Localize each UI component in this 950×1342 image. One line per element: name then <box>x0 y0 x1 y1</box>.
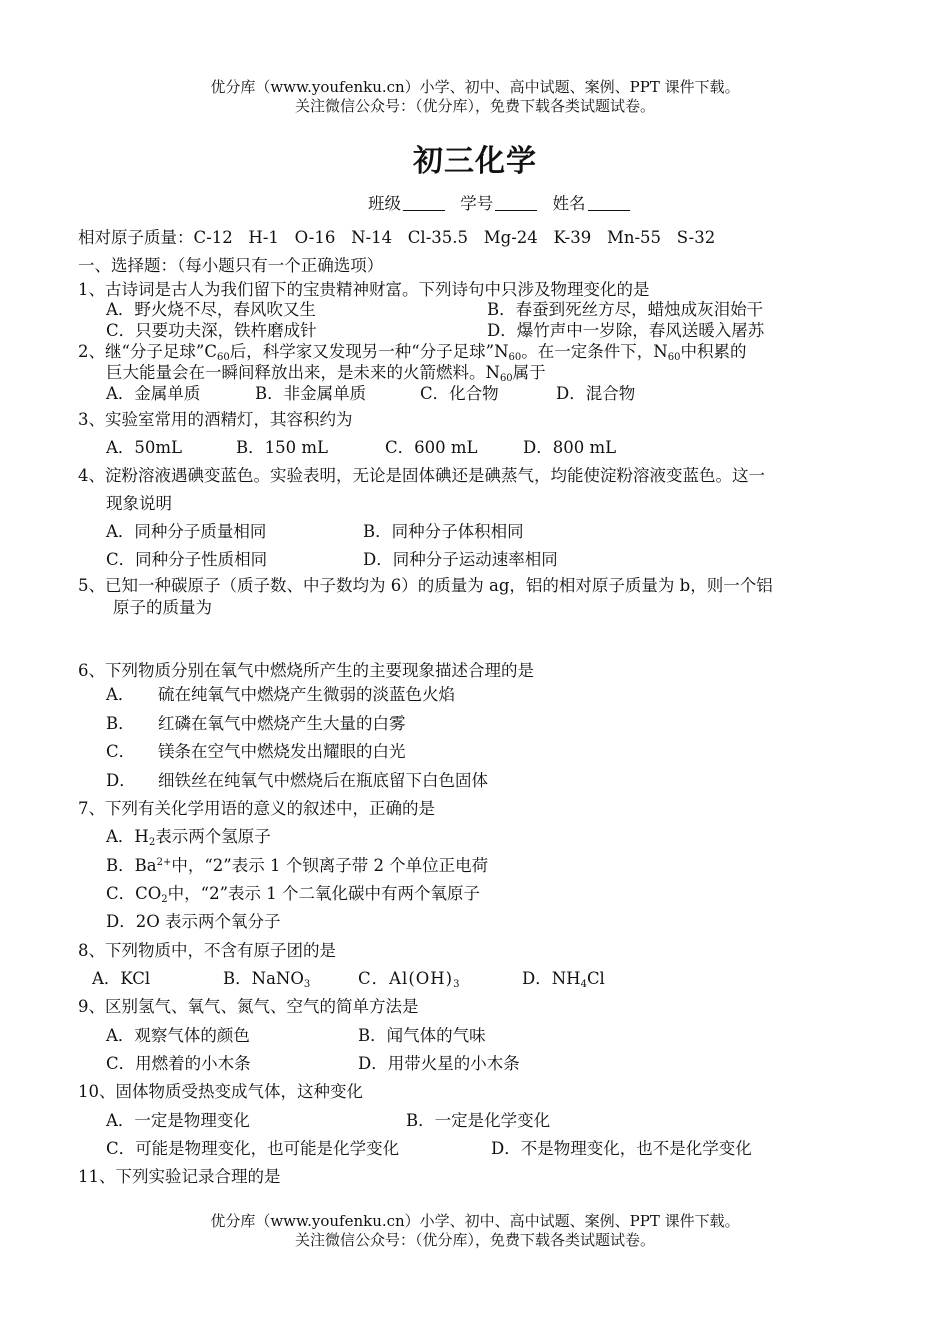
question-8-option-b: B．NaNO$_3$ <box>223 969 311 990</box>
question-8-option-c: C．$Al(OH)_3$ <box>358 969 461 990</box>
question-1-option-a: A．野火烧不尽，春风吹又生 <box>106 300 316 319</box>
page-footer <box>0 1212 950 1250</box>
question-1-stem: 1、古诗词是古人为我们留下的宝贵精神财富。下列诗句中只涉及物理变化的是 <box>78 280 650 299</box>
question-2-option-a: A．金属单质 <box>106 384 201 403</box>
question-3-option-c: C．600 mL <box>385 438 478 457</box>
question-6-option-c-label: C． <box>106 742 136 761</box>
question-10-stem: 10、固体物质受热变成气体，这种变化 <box>78 1082 363 1101</box>
question-9-option-a: A．观察气体的颜色 <box>106 1026 250 1045</box>
question-4-option-c: C．同种分子性质相同 <box>106 550 268 569</box>
question-6-option-b: 红磷在氧气中燃烧产生大量的白雾 <box>158 714 406 733</box>
question-1-option-b: B．春蚕到死丝方尽，蜡烛成灰泪始干 <box>487 300 764 319</box>
question-4-option-d: D．同种分子运动速率相同 <box>363 550 558 569</box>
question-3-option-b: B．150 mL <box>236 438 328 457</box>
question-9-option-b: B．闻气体的气味 <box>358 1026 486 1045</box>
question-2-option-d: D．混合物 <box>556 384 636 403</box>
question-10-option-d: D．不是物理变化，也不是化学变化 <box>491 1139 752 1158</box>
question-7-option-d: D．2O 表示两个氧分子 <box>106 912 281 931</box>
question-6-stem: 6、下列物质分别在氧气中燃烧所产生的主要现象描述合理的是 <box>78 661 534 680</box>
question-9-stem: 9、区别氢气、氧气、氮气、空气的简单方法是 <box>78 997 419 1016</box>
question-9-option-c: C．用燃着的小木条 <box>106 1054 251 1073</box>
question-4-stem: 4、淀粉溶液遇碘变蓝色。实验表明，无论是固体碘还是碘蒸气，均能使淀粉溶液变蓝色。这一 <box>78 466 765 485</box>
question-3-option-d: D．800 mL <box>523 438 617 457</box>
question-8-option-d: D．$NH_4Cl$ <box>522 969 605 990</box>
question-4-option-b: B．同种分子体积相同 <box>363 522 524 541</box>
question-3-stem: 3、实验室常用的酒精灯，其容积约为 <box>78 410 353 429</box>
header-line-2: 关注微信公众号：（优分库），免费下载各类试题试卷。 <box>294 97 655 115</box>
question-6-option-c: 镁条在空气中燃烧发出耀眼的白光 <box>158 742 406 761</box>
question-2-option-b: B．非金属单质 <box>255 384 367 403</box>
question-1-option-c: C．只要功夫深，铁杵磨成针 <box>106 321 317 340</box>
question-4-option-a: A．同种分子质量相同 <box>106 522 267 541</box>
question-6-option-d-label: D． <box>106 771 136 790</box>
question-7-option-a: A．$H_2$表示两个氢原子 <box>106 827 271 848</box>
number-blank <box>495 194 537 211</box>
question-7-option-b: B．$Ba^{2+}$中，“2”表示 1 个钡离子带 2 个单位正电荷 <box>106 856 489 875</box>
question-6-option-a-label: A． <box>106 685 135 704</box>
footer-line-1: 优分库（www.youfenku.cn）小学、初中、高中试题、案例、PPT 课件下载。 <box>210 1212 740 1230</box>
question-2-stem: 2、继“分子足球$”C_{60}$后，科学家又发现另一种“分子足球$”N_{60}$。在一定条件下，$N_{60}$中积累的 <box>78 342 747 363</box>
header-line-1: 优分库（www.youfenku.cn）小学、初中、高中试题、案例、PPT 课件下载。 <box>210 78 740 96</box>
question-5-stem: 5、已知一种碳原子（质子数、中子数均为 6）的质量为 ag，铝的相对原子质量为 b，则一个铝 <box>78 576 773 595</box>
question-1-option-d: D．爆竹声中一岁除，春风送暖入屠苏 <box>487 321 765 340</box>
footer-line-2: 关注微信公众号：（优分库），免费下载各类试题试卷。 <box>294 1231 655 1249</box>
page-title: 初三化学 <box>413 144 537 179</box>
question-11-stem: 11、下列实验记录合理的是 <box>78 1167 281 1186</box>
question-6-option-d: 细铁丝在纯氧气中燃烧后在瓶底留下白色固体 <box>158 771 488 790</box>
class-label: 班级 <box>368 194 401 213</box>
question-7-option-c: C．$CO_2$中，“2”表示 1 个二氧化碳中有两个氧原子 <box>106 884 481 905</box>
question-8-stem: 8、下列物质中，不含有原子团的是 <box>78 941 336 960</box>
question-3-option-a: A．50mL <box>106 438 183 457</box>
question-10-option-a: A．一定是物理变化 <box>106 1111 250 1130</box>
question-2-option-c: C．化合物 <box>420 384 499 403</box>
question-10-option-c: C．可能是物理变化，也可能是化学变化 <box>106 1139 400 1158</box>
question-4-stem-line-2: 现象说明 <box>106 494 172 513</box>
name-label: 姓名 <box>552 194 586 213</box>
question-6-option-b-label: B． <box>106 714 135 733</box>
student-info <box>368 193 640 215</box>
question-5-stem-line-2: 原子的质量为 <box>113 598 212 617</box>
question-6-option-a: 硫在纯氧气中燃烧产生微弱的淡蓝色火焰 <box>158 685 455 704</box>
section-heading: 一、选择题：（每小题只有一个正确选项） <box>78 256 384 275</box>
page-header <box>0 78 950 116</box>
question-7-stem: 7、下列有关化学用语的意义的叙述中，正确的是 <box>78 799 435 818</box>
name-blank <box>588 194 630 211</box>
question-2-stem-line-2: 巨大能量会在一瞬间释放出来，是未来的火箭燃料。$N_{60}$属于 <box>106 363 546 384</box>
question-9-option-d: D．用带火星的小木条 <box>358 1054 520 1073</box>
question-8-option-a: A．KCl <box>92 969 151 988</box>
atomic-masses: 相对原子质量：C-12 H-1 O-16 N-14 Cl-35.5 Mg-24 K-39 Mn-55 S-32 <box>78 228 716 247</box>
question-10-option-b: B．一定是化学变化 <box>406 1111 551 1130</box>
number-label: 学号 <box>460 194 494 213</box>
class-blank <box>403 194 445 211</box>
